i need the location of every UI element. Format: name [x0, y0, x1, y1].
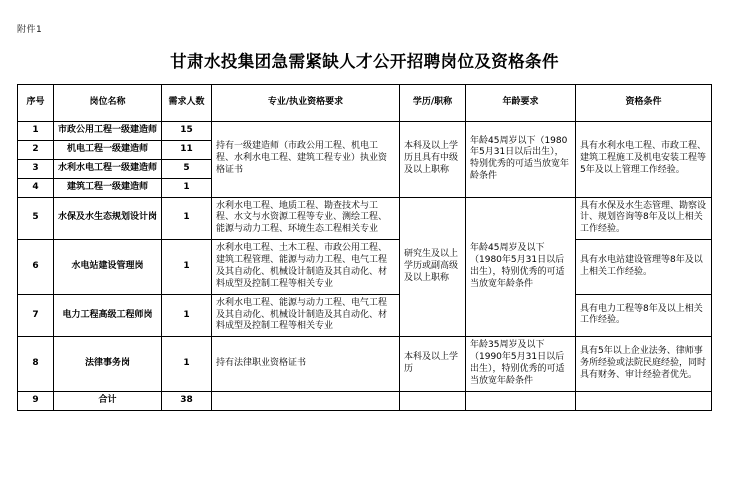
- cell-post-name: 市政公用工程一级建造师: [54, 122, 162, 141]
- cell-age: 年龄45周岁及以下（1980年5月31日以后出生），特别优秀的可适当放宽年龄条件: [466, 197, 576, 337]
- cell-number: 1: [162, 294, 212, 337]
- cell-post-name: 水保及水生态规划设计岗: [54, 197, 162, 240]
- cell-post-name: 机电工程一级建造师: [54, 140, 162, 159]
- table-row: [18, 197, 712, 240]
- cell-total-label: 合计: [54, 391, 162, 410]
- cell-number: 1: [162, 178, 212, 197]
- header-education: 学历/职称: [400, 85, 466, 122]
- table-row: [18, 337, 712, 392]
- cell-number: 1: [162, 197, 212, 240]
- table-header: [18, 85, 712, 122]
- cell-total-blank-qualification: [576, 391, 712, 410]
- cell-total-number: 38: [162, 391, 212, 410]
- cell-number: 11: [162, 140, 212, 159]
- cell-education: 研究生及以上学历或副高级及以上职称: [400, 197, 466, 337]
- cell-qualification: 具有水保及水生态管理、勘察设计、规划咨询等8年及以上相关工作经验。: [576, 197, 712, 240]
- cell-index: 5: [18, 197, 54, 240]
- header-post-name: 岗位名称: [54, 85, 162, 122]
- cell-post-name: 电力工程高级工程师岗: [54, 294, 162, 337]
- cell-index: 7: [18, 294, 54, 337]
- header-age: 年龄要求: [466, 85, 576, 122]
- cell-post-name: 水利水电工程一级建造师: [54, 159, 162, 178]
- cell-index: 9: [18, 391, 54, 410]
- cell-number: 1: [162, 337, 212, 392]
- cell-major: 水利水电工程、土木工程、市政公用工程、建筑工程管理、能源与动力工程、电气工程及其自动化、机械设计制造及其自动化、材料成型及控制工程等相关专业: [212, 240, 400, 295]
- cell-number: 15: [162, 122, 212, 141]
- cell-total-blank-age: [466, 391, 576, 410]
- cell-major: 水利水电工程、地质工程、勘查技术与工程、水文与水资源工程等专业、测绘工程、能源与动力工程、环境生态工程相关专业: [212, 197, 400, 240]
- cell-number: 1: [162, 240, 212, 295]
- recruitment-table-wrapper: [17, 84, 711, 411]
- cell-index: 6: [18, 240, 54, 295]
- cell-education: 本科及以上学历且具有中级及以上职称: [400, 122, 466, 198]
- cell-index: 1: [18, 122, 54, 141]
- cell-index: 2: [18, 140, 54, 159]
- cell-post-name: 建筑工程一级建造师: [54, 178, 162, 197]
- recruitment-table: [17, 84, 712, 411]
- table-header-row: [18, 85, 712, 122]
- cell-number: 5: [162, 159, 212, 178]
- cell-qualification: 具有5年以上企业法务、律师事务所经验或法院民庭经验，同时具有财务、审计经验者优先。: [576, 337, 712, 392]
- cell-qualification: 具有水电站建设管理等8年及以上相关工作经验。: [576, 240, 712, 295]
- cell-qualification: 具有水利水电工程、市政工程、建筑工程施工及机电安装工程等5年及以上管理工作经验。: [576, 122, 712, 198]
- header-index: 序号: [18, 85, 54, 122]
- cell-education: 本科及以上学历: [400, 337, 466, 392]
- cell-major: 持有一级建造师（市政公用工程、机电工程、水利水电工程、建筑工程专业）执业资格证书: [212, 122, 400, 198]
- table-row: [18, 294, 712, 337]
- cell-qualification: 具有电力工程等8年及以上相关工作经验。: [576, 294, 712, 337]
- cell-index: 3: [18, 159, 54, 178]
- cell-post-name: 水电站建设管理岗: [54, 240, 162, 295]
- cell-major: 持有法律职业资格证书: [212, 337, 400, 392]
- header-major: 专业/执业资格要求: [212, 85, 400, 122]
- page-title: 甘肃水投集团急需紧缺人才公开招聘岗位及资格条件: [170, 52, 559, 71]
- cell-index: 4: [18, 178, 54, 197]
- cell-total-blank-education: [400, 391, 466, 410]
- table-body: [18, 122, 712, 411]
- cell-major: 水利水电工程、能源与动力工程、电气工程及其自动化、机械设计制造及其自动化、材料成型及控制工程等相关专业: [212, 294, 400, 337]
- cell-index: 8: [18, 337, 54, 392]
- cell-age: 年龄45周岁以下（1980年5月31日以后出生），特别优秀的可适当放宽年龄条件: [466, 122, 576, 198]
- table-row: [18, 240, 712, 295]
- table-total-row: [18, 391, 712, 410]
- header-number: 需求人数: [162, 85, 212, 122]
- attachment-label: 附件1: [17, 25, 43, 35]
- table-row: [18, 122, 712, 141]
- header-qualification: 资格条件: [576, 85, 712, 122]
- cell-post-name: 法律事务岗: [54, 337, 162, 392]
- cell-age: 年龄35周岁及以下（1990年5月31日以后出生），特别优秀的可适当放宽年龄条件: [466, 337, 576, 392]
- cell-total-blank-major: [212, 391, 400, 410]
